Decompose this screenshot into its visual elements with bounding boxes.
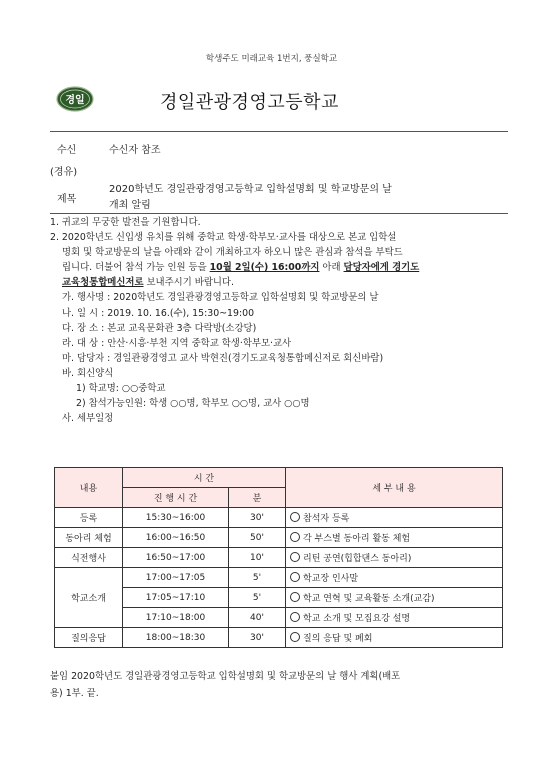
row-min: 5' [229,588,286,608]
reply-form: 바. 회신양식 [62,367,114,379]
deadline-highlight: 10월 2일(수) 16:00까지 [209,262,320,274]
header-minutes: 분 [229,488,286,508]
circle-bullet-icon [290,552,300,562]
row-detail: 학교장 인사말 [303,574,359,584]
circle-bullet-icon [290,632,300,642]
contact-highlight: 담당자에게 경기도 [343,262,420,274]
messenger-highlight: 교육청통합메신저로 [62,277,144,289]
row-detail: 학교 소개 및 모집요강 설명 [303,614,411,624]
header-item: 내용 [55,468,123,508]
reply-school: 1) 학교명: ○○중학교 [76,383,166,395]
header-rule [50,131,508,132]
body-line-2: 2. 2020학년도 신입생 유치를 위해 중학교 학생·학부모·교사를 대상으로 본교 입학설 [50,232,397,244]
row-item: 동아리 체험 [55,528,123,548]
row-min: 10' [229,548,286,568]
row-time: 16:50~17:00 [123,548,229,568]
school-logo [56,86,94,112]
circle-bullet-icon [290,612,300,622]
row-detail: 학교 연혁 및 교육활동 소개(교감) [303,594,435,604]
row-time: 17:00~17:05 [123,568,229,588]
title-line-2: 개최 알림 [109,200,151,211]
meta-rule [50,213,508,214]
recipient-value: 수신자 참조 [109,145,161,156]
event-place: 다. 장 소 : 본교 교육문화관 3층 다락방(소강당) [62,322,257,334]
body-line-1: 1. 귀교의 무궁한 발전을 기원합니다. [50,217,201,228]
table-row [55,588,503,608]
header-time: 시 간 [123,468,286,488]
row-detail: 질의 응답 및 폐회 [303,634,373,644]
event-contact: 마. 담당자 : 경일관광경영고 교사 박현진(경기도교육청통합메신저로 회신바람) [62,352,384,364]
row-time: 18:00~18:30 [123,628,229,648]
row-min: 40' [229,608,286,628]
row-min: 30' [229,628,286,648]
attachment-line-1: 붙임 2020학년도 경일관광경영고등학교 입학설명회 및 학교방문의 날 행사 계획(배포 [50,671,401,682]
body-line-5: 교육청통합메신저로 보내주시기 바랍니다. [62,277,234,289]
row-min: 50' [229,528,286,548]
title-label: 제목 [57,194,77,205]
row-time: 16:00~16:50 [123,528,229,548]
school-motto: 학생주도 미래교육 1번지, 풍실학교 [205,54,338,64]
document-body [50,215,512,426]
row-detail: 리틴 공연(힙합댄스 동아리) [303,554,412,564]
row-item: 질의응답 [55,628,123,648]
row-item: 등록 [55,508,123,528]
body-line-4: 립니다. 더불어 참석 가능 인원 등을 10월 2일(수) 16:00까지 아래 담당자에게 경기도 [62,262,420,274]
school-name: 경일관광경영고등학교 [160,92,339,113]
table-row [55,608,503,628]
recipient-label: 수신 [57,145,77,156]
body-line-3: 명회 및 학교방문의 날을 아래와 같이 개최하고자 하오니 많은 관심과 참석을 부탁드 [62,247,403,259]
attachment-line-2: 용) 1부. 끝. [50,688,99,699]
schedule-heading: 사. 세부일정 [62,413,114,425]
row-min: 5' [229,568,286,588]
table-row [55,508,503,528]
via-label: (경유) [50,167,78,178]
header-detail: 세 부 내 용 [286,468,503,508]
title-line-1: 2020학년도 경일관광경영고등학교 입학설명회 및 학교방문의 날 [109,184,392,195]
event-date: 나. 일 시 : 2019. 10. 16.(수), 15:30~19:00 [62,307,255,319]
row-time: 15:30~16:00 [123,508,229,528]
reply-count: 2) 참석가능인원: 학생 ○○명, 학부모 ○○명, 교사 ○○명 [76,398,310,410]
event-name: 가. 행사명 : 2020학년도 경일관광경영고등학교 입학설명회 및 학교방문의 날 [62,292,379,304]
row-time: 17:05~17:10 [123,588,229,608]
row-detail: 각 부스별 동아리 활동 체험 [303,534,411,544]
row-item: 식전행사 [55,548,123,568]
row-min: 30' [229,508,286,528]
row-item: 학교소개 [55,568,123,628]
table-row [55,548,503,568]
table-row [55,568,503,588]
circle-bullet-icon [290,572,300,582]
row-time: 17:10~18:00 [123,608,229,628]
logo-lettering: 경일 [65,95,85,106]
event-target: 라. 대 상 : 안산·시흥·부천 지역 중학교 학생·학부모·교사 [62,337,292,349]
circle-bullet-icon [290,532,300,542]
circle-bullet-icon [290,512,300,522]
table-row [55,528,503,548]
attachment-note [50,668,512,702]
header-duration: 진 행 시 간 [123,488,229,508]
row-detail: 참석자 등록 [303,514,350,524]
circle-bullet-icon [290,592,300,602]
schedule-table [54,467,503,648]
table-row [55,628,503,648]
